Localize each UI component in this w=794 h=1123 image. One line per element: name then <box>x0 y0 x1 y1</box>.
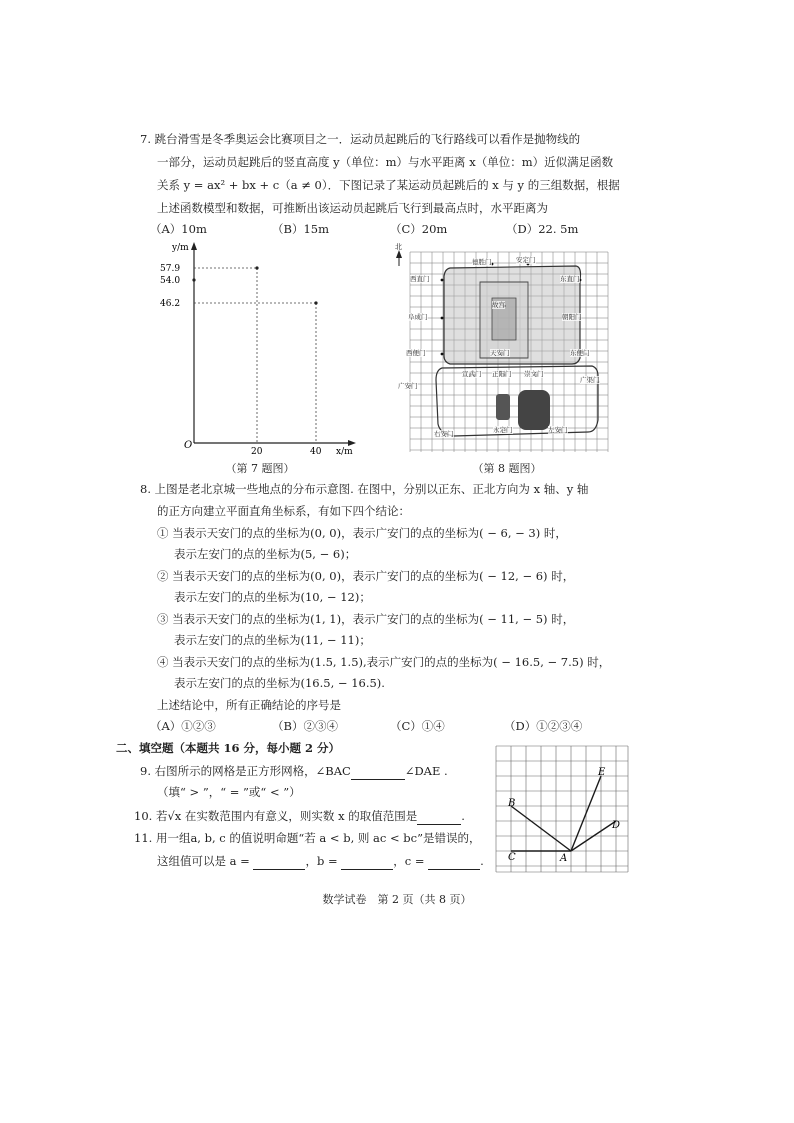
q10-answer-blank[interactable] <box>417 808 461 825</box>
label-a: A <box>560 853 568 864</box>
q7-option-b: （B）15m <box>272 222 329 236</box>
q8-statement-4b: 表示左安门的点的坐标为(16.5, − 16.5). <box>174 676 385 690</box>
q8-question: 上述结论中，所有正确结论的序号是 <box>157 698 341 712</box>
map-label-0: 德胜门 <box>472 258 492 266</box>
q9-grid-figure <box>494 744 630 874</box>
q7-option-a: （A）10m <box>150 222 207 236</box>
q7-figure-caption: （第 7 题图） <box>225 462 295 475</box>
map-label-16: 永定门 <box>493 426 513 434</box>
map-label-7: 西便门 <box>406 349 426 357</box>
q7-line-2: 一部分，运动员起跳后的竖直高度 y（单位：m）与水平距离 x（单位：m）近似满足函数 <box>157 155 614 169</box>
map-label-15: 右安门 <box>434 430 454 438</box>
map-label-12: 崇文门 <box>524 370 544 378</box>
q11-text-a: 这组值可以是 a = <box>157 854 250 868</box>
altar-left <box>496 394 510 420</box>
q8-statement-1b: 表示左安门的点的坐标为(5, − 6)； <box>174 547 357 561</box>
q7-figure <box>150 236 370 458</box>
data-point-20-57-9 <box>255 266 258 269</box>
q8-intro-2: 的正方向建立平面直角坐标系，有如下四个结论： <box>157 504 410 518</box>
temple-of-heaven <box>518 390 550 430</box>
y-tick-46-2: 46.2 <box>160 299 181 309</box>
q9-answer-blank[interactable] <box>351 763 405 780</box>
q8-option-c: （C）①④ <box>390 719 445 733</box>
map-label-4: 故宫 <box>492 301 505 309</box>
north-label: 北 <box>395 243 402 251</box>
q11-line-2 <box>157 853 484 870</box>
q11-line-1: 11. 用一组a, b, c 的值说明命题“若 a < b, 则 ac < bc”是错误的， <box>134 831 481 845</box>
y-axis-label: y/m <box>172 243 189 253</box>
q7-line-4: 上述函数模型和数据，可推断出该运动员起跳后飞行到最高点时，水平距离为 <box>157 201 548 215</box>
q11-blank-b[interactable] <box>341 853 393 870</box>
section-2-title: 二、填空题（本题共 16 分，每小题 2 分） <box>116 741 341 755</box>
x-tick-20: 20 <box>251 447 263 457</box>
q8-statement-4: ④ 当表示天安门的点的坐标为(1.5, 1.5),表示广安门的点的坐标为( − 16.5, − 7.5) 时， <box>157 655 611 669</box>
q9-line-1 <box>140 763 448 780</box>
q10-text-c: . <box>461 809 465 823</box>
q8-option-b: （B）②③④ <box>272 719 338 733</box>
map-label-9: 东便门 <box>570 349 590 357</box>
label-e: E <box>598 767 606 778</box>
q10-line <box>134 808 465 825</box>
label-c: C <box>508 852 516 863</box>
q8-statement-2b: 表示左安门的点的坐标为(10, − 12)； <box>174 590 371 604</box>
q11-text-c: ，c = <box>393 854 425 868</box>
y-axis-arrow <box>191 242 197 250</box>
map-label-8: 天安门 <box>490 349 510 357</box>
map-label-6: 朝阳门 <box>562 313 582 321</box>
q10-text-b: 在实数范围内有意义，则实数 x 的取值范围是 <box>181 809 418 823</box>
q8-intro-1: 8. 上图是老北京城一些地点的分布示意图. 在图中，分别以正东、正北方向为 x 轴、y 轴 <box>140 482 589 496</box>
q8-figure-caption: （第 8 题图） <box>472 462 542 475</box>
q11-text-b: ，b = <box>305 854 338 868</box>
q9-text-a: 9. 右图所示的网格是正方形网格，∠BAC <box>140 764 351 778</box>
map-label-13: 广安门 <box>398 382 418 390</box>
y-tick-54-0: 54.0 <box>160 276 181 286</box>
page-footer: 数学试卷 第 2 页（共 8 页） <box>322 893 472 906</box>
q9-line-2: （填“ > ”，“ = ”或“ < ”） <box>157 785 301 799</box>
origin-label: O <box>184 440 193 451</box>
q7-line-1: 7. 跳台滑雪是冬季奥运会比赛项目之一．运动员起跳后的飞行路线可以看作是抛物线的 <box>140 132 581 146</box>
q7-option-d: （D）22. 5m <box>506 222 579 236</box>
map-label-1: 安定门 <box>516 256 536 264</box>
q8-option-d: （D）①②③④ <box>504 719 583 733</box>
data-point-0-54-0 <box>192 278 195 281</box>
y-tick-57-9: 57.9 <box>160 264 181 274</box>
north-arrow-head <box>396 250 402 258</box>
q11-blank-a[interactable] <box>253 853 305 870</box>
q7-option-c: （C）20m <box>390 222 448 236</box>
map-label-10: 宣武门 <box>462 370 482 378</box>
q8-statement-1: ① 当表示天安门的点的坐标为(0, 0)，表示广安门的点的坐标为( − 6, − 3) 时， <box>157 526 567 540</box>
map-label-17: 左安门 <box>548 426 568 434</box>
x-axis-arrow <box>348 440 356 446</box>
map-label-5: 阜成门 <box>408 313 428 321</box>
q8-option-a: （A）①②③ <box>150 719 216 733</box>
map-label-11: 正阳门 <box>492 370 512 378</box>
q10-sqrt: √x <box>167 809 182 823</box>
q9-text-b: ∠DAE . <box>404 764 448 778</box>
q7-line-3: 关系 y = ax² + bx + c（a ≠ 0）．下图记录了某运动员起跳后的 x 与 y 的三组数据，根据 <box>157 178 620 192</box>
label-b: B <box>508 798 516 809</box>
map-label-3: 东直门 <box>560 275 580 283</box>
x-axis-label: x/m <box>336 447 353 457</box>
label-d: D <box>612 820 621 831</box>
x-tick-40: 40 <box>310 447 322 457</box>
q11-blank-c[interactable] <box>428 853 480 870</box>
q10-text-a: 10. 若 <box>134 809 168 823</box>
q8-statement-3b: 表示左安门的点的坐标为(11, − 11)； <box>174 633 371 647</box>
q8-statement-2: ② 当表示天安门的点的坐标为(0, 0)，表示广安门的点的坐标为( − 12, − 6) 时， <box>157 569 575 583</box>
q11-text-d: . <box>480 854 484 868</box>
data-point-40-46-2 <box>314 301 317 304</box>
map-label-2: 西直门 <box>410 275 430 283</box>
map-label-14: 广渠门 <box>580 376 600 384</box>
q8-statement-3: ③ 当表示天安门的点的坐标为(1, 1)，表示广安门的点的坐标为( − 11, − 5) 时， <box>157 612 575 626</box>
outer-city-outline <box>436 366 598 436</box>
q9-rays <box>511 776 616 851</box>
